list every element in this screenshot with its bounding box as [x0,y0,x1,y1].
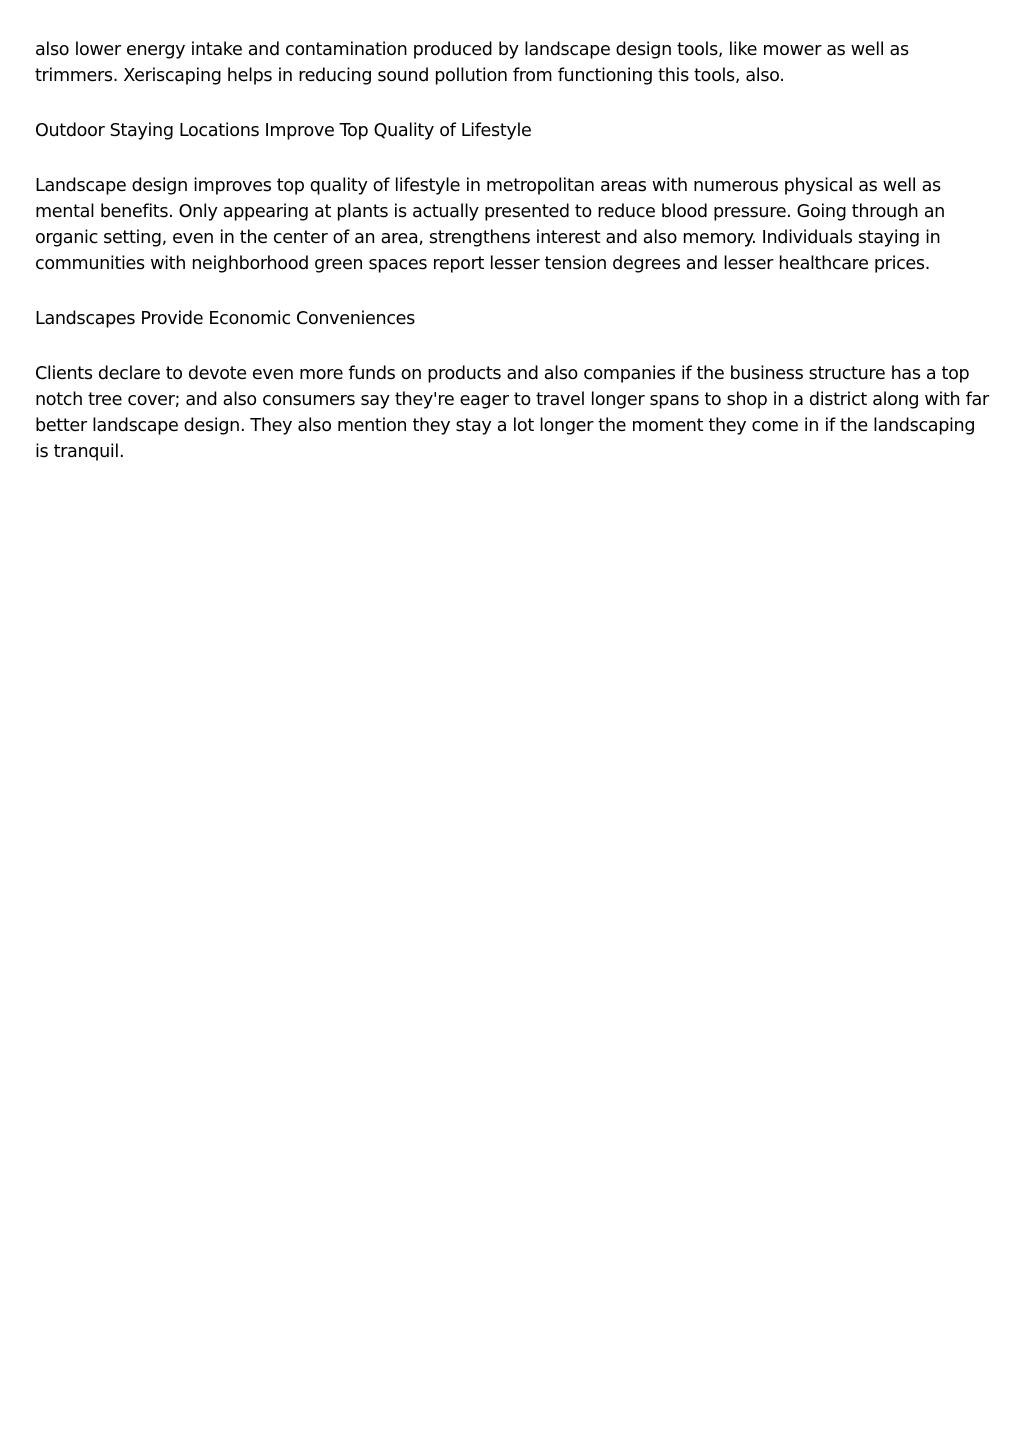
section-heading-economic: Landscapes Provide Economic Conveniences [35,309,415,329]
document-body [35,37,990,494]
section-heading-quality-of-life: Outdoor Staying Locations Improve Top Quality of Lifestyle [35,121,532,141]
paragraph-energy: also lower energy intake and contamination produced by landscape design tools, like mower as well as trimmers. Xeriscaping helps in reducing sound pollution from functioning this tools, also. [35,40,909,86]
paragraph-economic: Clients declare to devote even more funds on products and also companies if the business structure has a top notch tree cover; and also consumers say they're eager to travel longer spans to shop in a district along with far better landscape design. They also mention they stay a lot longer the moment they come in if the landscaping is tranquil. [35,364,989,462]
paragraph-quality-of-life: Landscape design improves top quality of lifestyle in metropolitan areas with numerous physical as well as mental benefits. Only appearing at plants is actually presented to reduce blood pressure. Going through an organic setting, even in the center of an area, strengthens interest and also memory. Individuals staying in communities with neighborhood green spaces report lesser tension degrees and lesser healthcare prices. [35,176,945,274]
